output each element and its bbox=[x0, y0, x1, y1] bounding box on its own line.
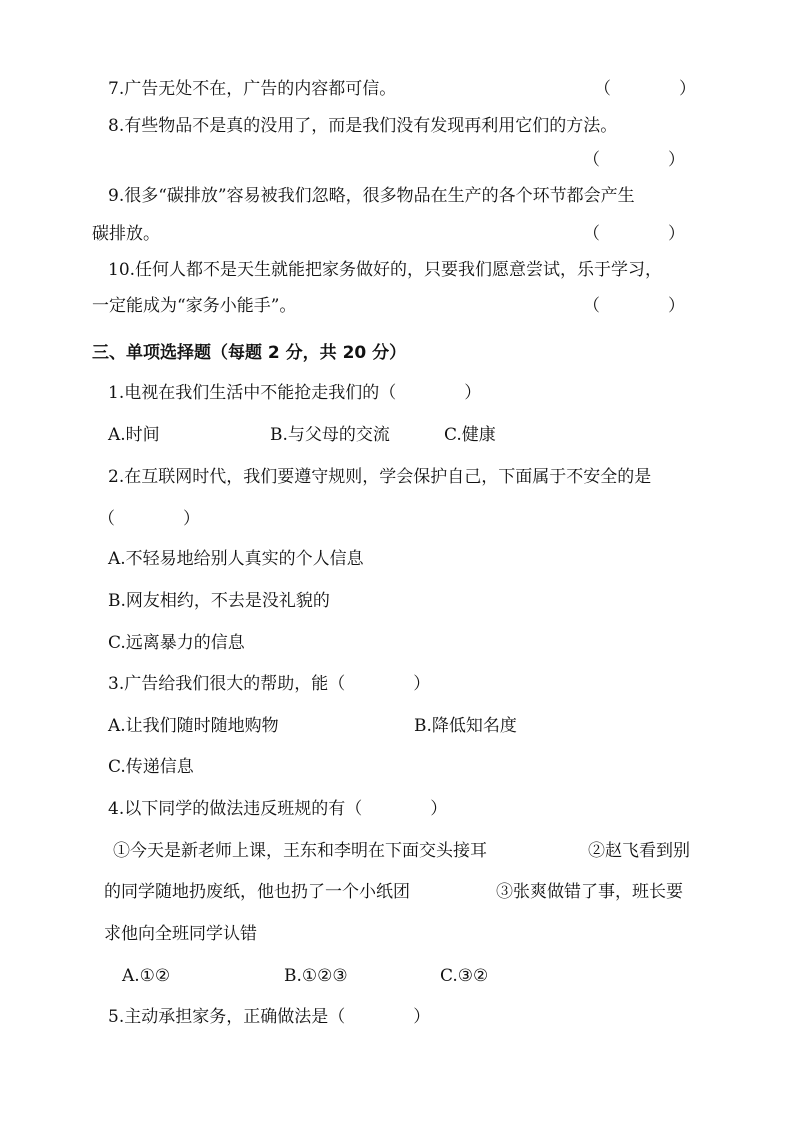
mc-question-2-option-b: B.网友相约，不去是没礼貌的 bbox=[108, 591, 330, 611]
mc-question-1-option-c: C.健康 bbox=[444, 425, 496, 445]
mc-question-2-option-c: C.远离暴力的信息 bbox=[108, 633, 245, 653]
mc-question-4-option-a: A.①② bbox=[122, 966, 171, 986]
mc-question-1-option-a: A.时间 bbox=[108, 425, 160, 445]
mc-question-3-option-b: B.降低知名度 bbox=[414, 716, 517, 736]
mc-question-2-stem-line1: 2.在互联网时代，我们要遵守规则，学会保护自己，下面属于不安全的是 bbox=[108, 467, 652, 487]
tf-answer-paren-7: （ ） bbox=[594, 79, 696, 99]
tf-answer-paren-10: （ ） bbox=[583, 296, 685, 316]
mc-question-5-stem: 5.主动承担家务，正确做法是（ ） bbox=[108, 1007, 431, 1027]
tf-question-10-line2: 一定能成为“家务小能手”。 bbox=[92, 296, 297, 316]
mc-question-4-scenario-3-end: 求他向全班同学认错 bbox=[104, 924, 257, 944]
mc-question-3-option-a: A.让我们随时随地购物 bbox=[108, 716, 279, 736]
tf-answer-paren-9: （ ） bbox=[583, 224, 685, 244]
section-title-single-choice: 三、单项选择题（每题 2 分，共 20 分） bbox=[92, 343, 407, 363]
tf-question-8: 8.有些物品不是真的没用了，而是我们没有发现再利用它们的方法。 bbox=[108, 116, 618, 136]
mc-question-4-option-b: B.①②③ bbox=[284, 966, 348, 986]
mc-question-3-stem: 3.广告给我们很大的帮助，能（ ） bbox=[108, 674, 431, 694]
mc-question-1-option-b: B.与父母的交流 bbox=[270, 425, 390, 445]
tf-question-9-line1: 9.很多“碳排放”容易被我们忽略，很多物品在生产的各个环节都会产生 bbox=[108, 186, 635, 206]
tf-answer-paren-8: （ ） bbox=[583, 150, 685, 170]
tf-question-9-line2: 碳排放。 bbox=[92, 224, 160, 244]
tf-question-7: 7.广告无处不在，广告的内容都可信。 bbox=[108, 79, 397, 99]
mc-question-1-stem: 1.电视在我们生活中不能抢走我们的（ ） bbox=[108, 383, 482, 403]
mc-question-4-scenario-3-start: ③张爽做错了事，班长要 bbox=[496, 882, 683, 902]
mc-question-4-option-c: C.③② bbox=[440, 966, 489, 986]
mc-question-2-option-a: A.不轻易地给别人真实的个人信息 bbox=[108, 549, 364, 569]
mc-question-4-stem: 4.以下同学的做法违反班规的有（ ） bbox=[108, 799, 448, 819]
mc-question-4-scenario-2-start: ②赵飞看到别 bbox=[588, 841, 690, 861]
tf-question-10-line1: 10.任何人都不是天生就能把家务做好的，只要我们愿意尝试，乐于学习， bbox=[108, 260, 663, 280]
mc-question-4-scenario-1: ①今天是新老师上课，王东和李明在下面交头接耳 bbox=[113, 841, 487, 861]
mc-question-2-stem-line2: （ ） bbox=[98, 509, 200, 529]
mc-question-3-option-c: C.传递信息 bbox=[108, 757, 194, 777]
mc-question-4-scenario-2-end: 的同学随地扔废纸，他也扔了一个小纸团 bbox=[104, 882, 410, 902]
